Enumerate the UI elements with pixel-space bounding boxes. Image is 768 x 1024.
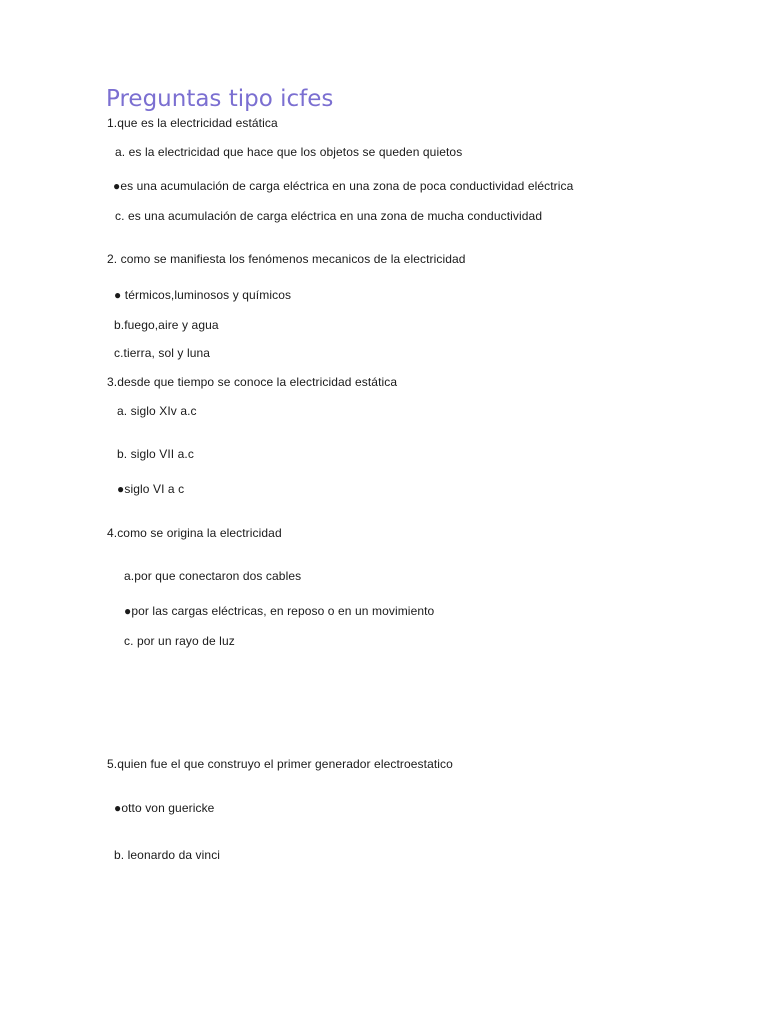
question-4-option-b-selected: ●por las cargas eléctricas, en reposo o en un movimiento — [124, 604, 435, 618]
question-3-option-b: b. siglo VII a.c — [117, 447, 194, 461]
question-5-option-a-selected: ●otto von guericke — [114, 801, 215, 815]
question-3-option-c-selected: ●siglo VI a c — [117, 482, 185, 496]
question-1-option-c: c. es una acumulación de carga eléctrica en una zona de mucha conductividad — [115, 209, 543, 223]
question-5-option-b: b. leonardo da vinci — [114, 848, 221, 862]
question-4-option-c: c. por un rayo de luz — [124, 634, 235, 648]
question-4: 4.como se origina la electricidad — [107, 526, 282, 540]
question-1: 1.que es la electricidad estática — [107, 116, 278, 130]
question-2-option-c: c.tierra, sol y luna — [114, 346, 211, 360]
question-3: 3.desde que tiempo se conoce la electricidad estática — [107, 375, 398, 389]
question-1-option-b-selected: ●es una acumulación de carga eléctrica en una zona de poca conductividad eléctrica — [113, 179, 574, 193]
question-1-option-a: a. es la electricidad que hace que los objetos se queden quietos — [115, 145, 463, 159]
question-2-option-a-selected: ● térmicos,luminosos y químicos — [114, 288, 292, 302]
question-3-option-a: a. siglo XIv a.c — [117, 404, 197, 418]
page-title: Preguntas tipo icfes — [106, 86, 334, 112]
question-2-option-b: b.fuego,aire y agua — [114, 318, 219, 332]
question-5: 5.quien fue el que construyo el primer generador electroestatico — [107, 757, 453, 771]
question-4-option-a: a.por que conectaron dos cables — [124, 569, 302, 583]
question-2: 2. como se manifiesta los fenómenos mecanicos de la electricidad — [107, 252, 466, 266]
